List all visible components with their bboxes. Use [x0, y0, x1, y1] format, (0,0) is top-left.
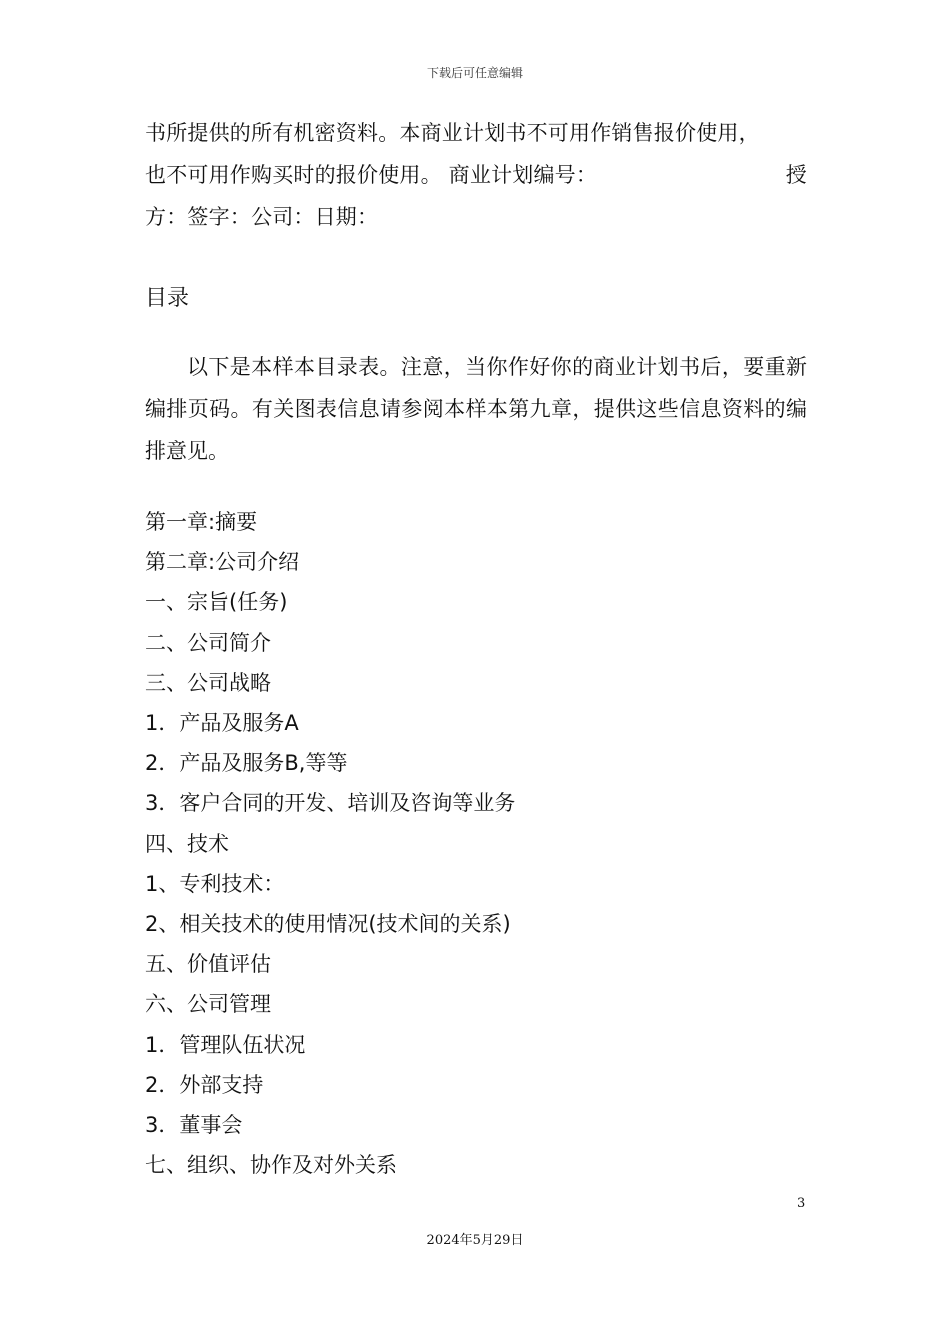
page-header: 下载后可任意编辑 — [426, 66, 523, 80]
toc-item: 第二章:公司介绍 — [145, 550, 300, 575]
document-body — [145, 112, 807, 1185]
notice-line-1: 书所提供的所有机密资料。本商业计划书不可用作销售报价使用， — [145, 121, 760, 145]
toc-item: 一、宗旨(任务) — [145, 590, 288, 615]
toc-item: 2、相关技术的使用情况(技术间的关系) — [145, 912, 511, 937]
toc-item: 2．外部支持 — [145, 1072, 264, 1097]
notice-line-2-left: 也不可用作购买时的报价使用。 商业计划编号： — [145, 163, 598, 187]
toc-intro: 以下是本样本目录表。注意，当你作好你的商业计划书后，要重新编排页码。有关图表信息请参阅本样本第九章，提供这些信息资料的编排意见。 — [145, 355, 807, 463]
toc-item: 二、公司简介 — [145, 630, 271, 655]
toc-item: 五、价值评估 — [145, 952, 271, 977]
toc-title: 目录 — [145, 286, 190, 311]
page-footer-date: 2024年5月29日 — [426, 1233, 524, 1248]
toc-item: 1、专利技术： — [145, 871, 285, 896]
toc-item: 2．产品及服务B,等等 — [145, 751, 348, 776]
notice-line-2-right: 授 — [785, 163, 807, 187]
toc-item: 四、技术 — [145, 831, 229, 856]
toc-item: 七、组织、协作及对外关系 — [145, 1153, 397, 1178]
toc-list — [145, 502, 807, 1185]
toc-item: 3．董事会 — [145, 1113, 243, 1138]
toc-item: 六、公司管理 — [145, 992, 271, 1017]
toc-item: 第一章:摘要 — [145, 510, 258, 534]
toc-item: 1．管理队伍状况 — [145, 1032, 306, 1057]
toc-item: 1．产品及服务A — [145, 711, 299, 736]
toc-item: 三、公司战略 — [145, 670, 271, 695]
page-number: 3 — [797, 1196, 806, 1211]
toc-item: 3．客户合同的开发、培训及咨询等业务 — [145, 791, 516, 816]
notice-line-3: 方：签字：公司：日期： — [145, 205, 379, 229]
notice-line-2 — [145, 154, 807, 196]
